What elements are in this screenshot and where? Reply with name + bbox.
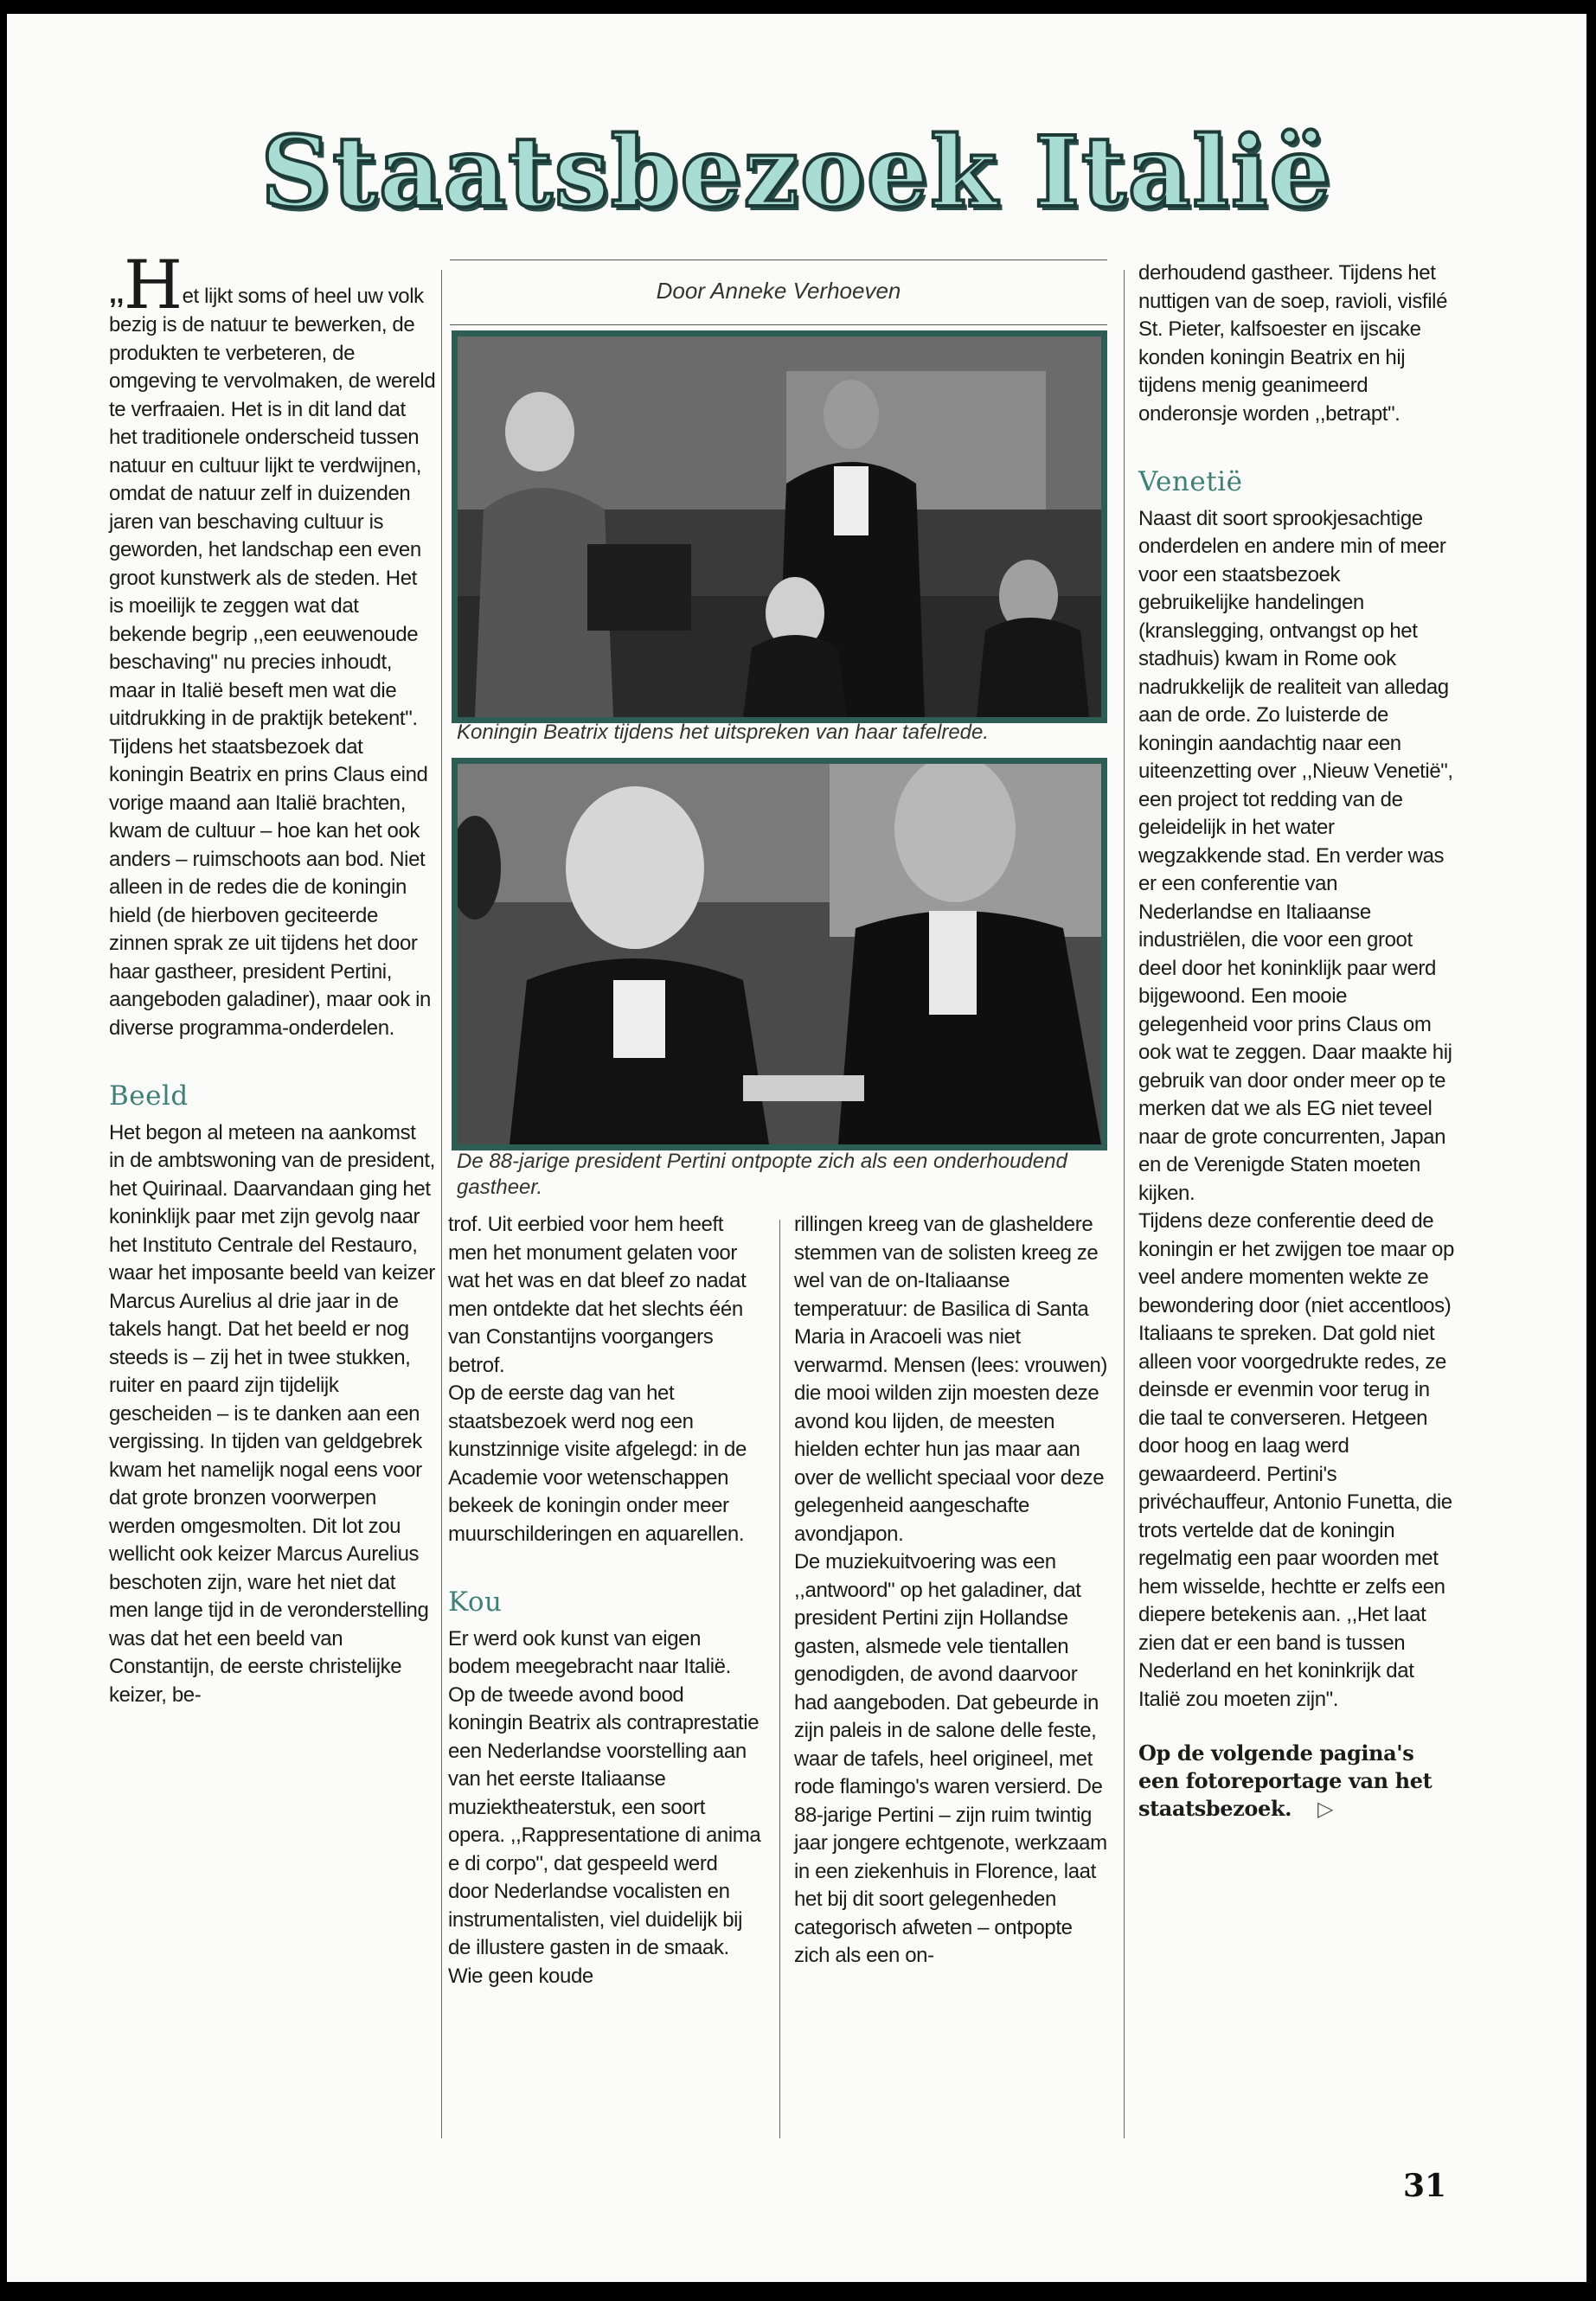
- intro-paragraph: [109, 247, 436, 734]
- photo-pertini-image: [458, 764, 1101, 1144]
- photo-queen-speech-image: [458, 336, 1101, 717]
- section-heading-beeld: Beeld: [109, 1080, 189, 1112]
- paragraph: trof. Uit eerbied voor hem heeft men het monument gelaten voor wat het was en dat bleef zo nadat men ontdekte dat het slechts één van Constantijns voorgangers betrof.: [448, 1213, 747, 1377]
- byline-box: [450, 260, 1107, 325]
- teaser-text: Op de volgende pagina's een fotoreportage van het staatsbezoek.: [1138, 1740, 1433, 1821]
- article-title: Staatsbezoek Italië: [260, 116, 1333, 229]
- paragraph: Er werd ook kunst van eigen bodem meegebracht naar Italië. Op de tweede avond bood koningin Beatrix als contraprestatie een Nederlandse voorstelling aan van het eerste Italiaanse muziektheaterstuk, een soort opera. ,,Rappresentatione di anima e di corpo", dat gespeeld werd door Nederlandse vocalisten en instrumentalisten, viel duidelijk bij de illustere gasten in de smaak. Wie geen koude: [448, 1626, 761, 1988]
- drop-cap: H: [123, 247, 183, 324]
- next-arrow-icon: ▷: [1317, 1796, 1334, 1821]
- paragraph: Tijdens het staatsbezoek dat koningin Beatrix en prins Claus eind vorige maand aan Italië brachten, kwam de cultuur – hoe kan het ook anders – ruimschoots aan bod. Niet alleen in de redes die de koningin hield (de hierboven geciteerde zinnen sprak ze uit tijdens het door haar gastheer, president Pertini, aangeboden galadiner), maar ook in diverse programma-onderdelen.: [109, 734, 432, 1040]
- byline: Door Anneke Verhoeven: [656, 278, 901, 304]
- intro-text: et lijkt soms of heel uw volk bezig is de natuur te bewerken, de produkten te verbeteren, de omgeving te vervolmaken, de wereld te verfraaien. Het is in dit land dat het traditionele onderscheid tussen natuur en cultuur lijkt te verdwijnen, omdat de natuur zelf in duizenden jaren van beschaving cultuur is geworden, het landschap een even groot kunstwerk als de steden. Het is moeilijk te zeggen wat dat bekende begrip ,,een eeuwenoude beschaving" nu precies inhoudt, maar in Italië beseft men wat die uitdrukking in de praktijk betekent".: [109, 285, 436, 730]
- column-3: [794, 1211, 1107, 1971]
- column-2: [448, 1211, 761, 1990]
- paragraph: Tijdens deze conferentie deed de koningin er het zwijgen toe maar op veel andere momenten wekte ze bewondering door (niet accentloos) Italiaans te spreken. Dat gold niet alleen voor voorgedrukte redes, ze deinsde er evenmin voor terug in die taal te converseren. Hetgeen door hoog en laag werd gewaardeerd. Pertini's privéchauffeur, Antonio Funetta, die trots vertelde dat de koningin regelmatig een paar woorden met hem wisselde, hechtte er zelfs een diepere betekenis aan. ,,Het laat zien dat er een band is tussen Nederland en het koninkrijk dat Italië zou moeten zijn".: [1138, 1209, 1454, 1711]
- column-divider: [441, 270, 442, 2138]
- paragraph: derhoudend gastheer. Tijdens het nuttigen van de soep, ravioli, visfilé St. Pieter, kalfsoester en ijscake konden koningin Beatrix en hij tijdens menig geanimeerd onderonsje worden ,,betrapt".: [1138, 261, 1448, 426]
- photo-caption-2: De 88-jarige president Pertini ontpopte zich als een onderhoudend gastheer.: [457, 1150, 1067, 1199]
- column-divider: [779, 1220, 780, 2138]
- section-heading-venetie: Venetië: [1138, 466, 1243, 497]
- paragraph: Op de eerste dag van het staatsbezoek werd nog een kunstzinnige visite afgelegd: in de Academie voor wetenschappen bekeek de koningin onder meer muurschilderingen en aquarellen.: [448, 1381, 747, 1546]
- column-divider: [1124, 270, 1125, 2138]
- next-page-teaser: [1138, 1740, 1455, 1823]
- paragraph: rillingen kreeg van de glasheldere stemmen van de solisten kreeg ze wel van de on-Italiaanse temperatuur: de Basilica di Santa Maria in Aracoeli was niet verwarmd. Mensen (lees: vrouwen) die mooi wilden zijn moesten deze avond kou lijden, de meesten hielden echter hun jas maar aan over de wellicht speciaal voor deze gelegenheid aangeschafte avondjapon.: [794, 1213, 1108, 1546]
- page-number: 31: [1403, 2168, 1447, 2204]
- opening-quote: ,,: [109, 278, 124, 309]
- section-heading-kou: Kou: [448, 1586, 503, 1618]
- paragraph: Naast dit soort sprookjesachtige onderdelen en andere min of meer voor een staatsbezoek gebruikelijke handelingen (kranslegging, ontvangst op het stadhuis) kwam in Rome ook nadrukkelijk de realiteit van alledag aan de orde. Zo luisterde de koningin aandachtig naar een uiteenzetting over ,,Nieuw Venetië", een project tot redding van de geleidelijk in het water wegzakkende stad. En verder was er een conferentie van Nederlandse en Italiaanse industriëlen, die voor een groot deel door het koninklijk paar werd bijgewoond. Een mooie gelegenheid voor prins Claus om ook wat te zeggen. Daar maakte hij gebruik van door onder meer op te merken dat we als EG niet teveel naar de grote concurrenten, Japan en de Verenigde Staten moeten kijken.: [1138, 506, 1453, 1205]
- photo-caption-1: Koningin Beatrix tijdens het uitspreken van haar tafelrede.: [457, 721, 990, 744]
- column-4: [1138, 260, 1455, 1823]
- paragraph: De muziekuitvoering was een ,,antwoord" op het galadiner, dat president Pertini zijn Hollandse gasten, alsmede vele tientallen genodigden, de avond daarvoor had aangeboden. Dat gebeurde in zijn paleis in de salone delle feste, waar de tafels, heel origineel, met rode flamingo's waren versierd. De 88-jarige Pertini – zijn ruim twintig jaar jongere echtgenote, werkzaam in een ziekenhuis in Florence, laat het bij dit soort gelegenheden categorisch afweten – ontpopte zich als een on-: [794, 1550, 1107, 1967]
- photo-queen-speech: [452, 330, 1107, 723]
- magazine-page: [7, 14, 1586, 2282]
- column-1: [109, 247, 436, 1709]
- paragraph: Het begon al meteen na aankomst in de ambtswoning van de president, het Quirinaal. Daarvandaan ging het koninklijk paar met zijn gevolg naar het Instituto Centrale del Restauro, waar het imposante beeld van keizer Marcus Aurelius al drie jaar in de takels hangt. Dat het beeld er nog steeds is – zij het in twee stukken, ruiter en paard zijn tijdelijk gescheiden – is te danken aan een vergissing. In tijden van geldgebrek kwam het namelijk nogal eens voor dat grote bronzen voorwerpen werden omgesmolten. Dit lot zou wellicht ook keizer Marcus Aurelius beschoten zijn, ware het niet dat men lange tijd in de veronderstelling was dat het een beeld van Constantijn, de eerste christelijke keizer, be-: [109, 1120, 435, 1707]
- photo-pertini: [452, 758, 1107, 1150]
